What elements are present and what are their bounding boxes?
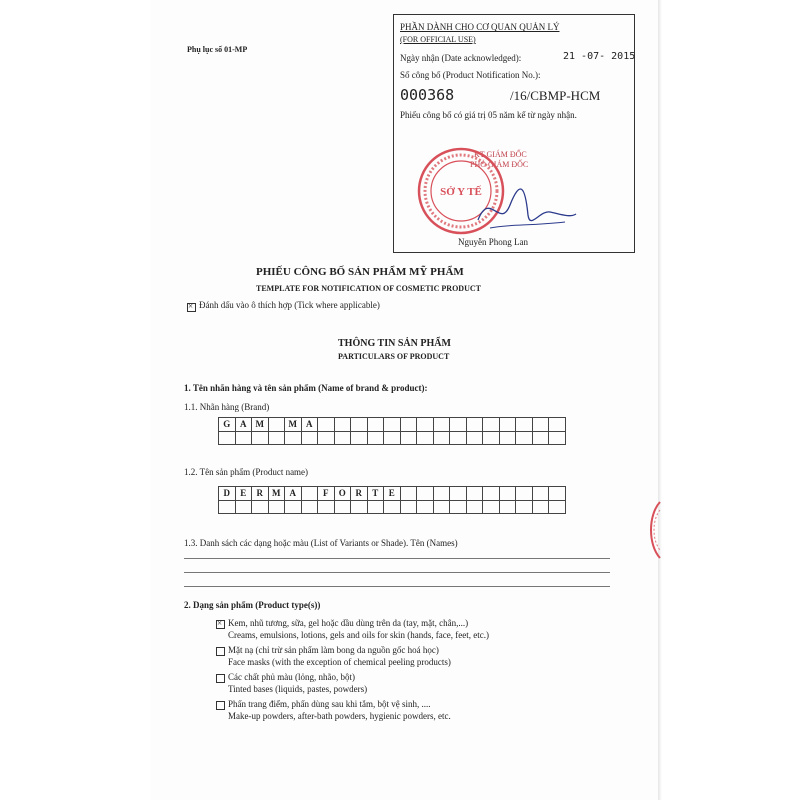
- grid-cell: [466, 418, 483, 432]
- grid-cell: E: [384, 487, 401, 501]
- grid-cell: [235, 431, 252, 445]
- grid-cell: [499, 487, 516, 501]
- particulars-title-en: PARTICULARS OF PRODUCT: [338, 352, 450, 361]
- grid-cell: [400, 487, 417, 501]
- grid-cell: G: [219, 418, 236, 432]
- grid-cell: [384, 500, 401, 514]
- grid-cell: [400, 431, 417, 445]
- grid-cell: [301, 500, 318, 514]
- grid-cell: [450, 500, 467, 514]
- product-name-grid: [218, 486, 566, 514]
- grid-cell: [483, 500, 500, 514]
- grid-cell: [351, 500, 368, 514]
- grid-cell: [466, 431, 483, 445]
- grid-cell: [532, 431, 549, 445]
- grid-cell: [516, 418, 533, 432]
- product-type-label-en: Face masks (with the exception of chemical peeling products): [228, 657, 451, 667]
- grid-cell: [334, 418, 351, 432]
- variants-line-3: [184, 586, 610, 587]
- product-type-checkbox[interactable]: [216, 701, 225, 710]
- appendix-label: Phụ lục số 01-MP: [187, 45, 248, 54]
- product-type-label-vn: Các chất phủ màu (lỏng, nhão, bột): [228, 672, 355, 682]
- grid-cell: M: [285, 418, 302, 432]
- variants-label: 1.3. Danh sách các dạng hoặc màu (List of Variants or Shade). Tên (Names): [184, 538, 458, 548]
- grid-cell: [235, 500, 252, 514]
- grid-cell: [466, 500, 483, 514]
- grid-cell: [252, 431, 269, 445]
- signer-title-2: PHÓ GIÁM ĐỐC: [470, 160, 529, 169]
- product-type-checkbox[interactable]: [216, 647, 225, 656]
- variants-line-2: [184, 572, 610, 573]
- product-type-label-vn: Kem, nhũ tương, sữa, gel hoặc dầu dùng trên da (tay, mặt, chân,...): [228, 618, 469, 628]
- grid-cell: [268, 418, 285, 432]
- grid-cell: [450, 487, 467, 501]
- product-type-label-en: Make-up powders, after-bath powders, hygienic powders, etc.: [228, 711, 451, 721]
- official-title-vn: PHẦN DÀNH CHO CƠ QUAN QUẢN LÝ: [400, 22, 560, 32]
- product-name-label: 1.2. Tên sản phẩm (Product name): [184, 467, 309, 477]
- section2-heading: 2. Dạng sản phẩm (Product type(s)): [184, 600, 321, 610]
- grid-cell: [351, 418, 368, 432]
- grid-cell: [367, 431, 384, 445]
- page-edge: [658, 0, 662, 800]
- grid-cell: M: [252, 418, 269, 432]
- grid-cell: [268, 431, 285, 445]
- notification-number-label: Số công bố (Product Notification No.):: [400, 70, 541, 80]
- grid-cell: [400, 418, 417, 432]
- product-type-label-vn: Mặt nạ (chỉ trừ sản phẩm làm bong da nguồn gốc hoá học): [228, 645, 439, 655]
- signer-name: Nguyễn Phong Lan: [458, 237, 528, 247]
- grid-cell: [334, 500, 351, 514]
- form-title: PHIẾU CÔNG BỐ SẢN PHẨM MỸ PHẨM: [256, 266, 464, 278]
- grid-cell: [433, 431, 450, 445]
- grid-cell: [433, 418, 450, 432]
- grid-cell: R: [351, 487, 368, 501]
- stamp-text: SỞ Y TẾ: [440, 186, 482, 198]
- form-title-en: TEMPLATE FOR NOTIFICATION OF COSMETIC PRODUCT: [256, 284, 481, 293]
- grid-cell: M: [268, 487, 285, 501]
- page-edge-stamp-icon: [646, 500, 662, 560]
- grid-cell: [549, 431, 566, 445]
- product-type-checkbox[interactable]: [216, 620, 225, 629]
- variants-line-1: [184, 558, 610, 559]
- notification-suffix: /16/CBMP-HCM: [510, 88, 601, 103]
- grid-cell: [549, 418, 566, 432]
- grid-cell: [351, 431, 368, 445]
- product-type-label-vn: Phấn trang điểm, phấn dùng sau khi tắm, bột vệ sinh, ....: [228, 699, 431, 709]
- grid-cell: [384, 418, 401, 432]
- grid-cell: [219, 431, 236, 445]
- grid-cell: [384, 431, 401, 445]
- grid-cell: [516, 431, 533, 445]
- grid-cell: [417, 418, 434, 432]
- signer-title-1: KT GIÁM ĐỐC: [474, 150, 527, 159]
- grid-cell: [400, 500, 417, 514]
- grid-cell: D: [219, 487, 236, 501]
- grid-cell: [516, 500, 533, 514]
- grid-cell: [499, 418, 516, 432]
- grid-cell: [252, 500, 269, 514]
- grid-cell: O: [334, 487, 351, 501]
- grid-cell: [318, 431, 335, 445]
- grid-cell: A: [301, 418, 318, 432]
- particulars-title: THÔNG TIN SẢN PHẨM: [338, 338, 451, 349]
- grid-cell: [417, 500, 434, 514]
- grid-cell: [433, 500, 450, 514]
- grid-cell: [301, 487, 318, 501]
- grid-cell: [301, 431, 318, 445]
- grid-cell: [334, 431, 351, 445]
- grid-cell: T: [367, 487, 384, 501]
- grid-cell: [549, 487, 566, 501]
- grid-cell: [466, 487, 483, 501]
- grid-cell: [285, 500, 302, 514]
- grid-cell: [433, 487, 450, 501]
- grid-cell: [417, 431, 434, 445]
- grid-cell: [450, 431, 467, 445]
- grid-cell: [499, 500, 516, 514]
- tick-example-checkbox: [187, 303, 196, 312]
- grid-cell: [549, 500, 566, 514]
- grid-cell: [318, 500, 335, 514]
- validity-note: Phiếu công bố có giá trị 05 năm kể từ ngày nhận.: [400, 110, 577, 120]
- grid-cell: [532, 500, 549, 514]
- grid-cell: [367, 500, 384, 514]
- signature-icon: [470, 180, 580, 240]
- grid-cell: [268, 500, 285, 514]
- grid-cell: [483, 431, 500, 445]
- date-acknowledged-label: Ngày nhận (Date acknowledged):: [400, 53, 522, 63]
- tick-instruction: Đánh dấu vào ô thích hợp (Tick where applicable): [199, 300, 380, 310]
- grid-cell: [285, 431, 302, 445]
- official-title-en: (FOR OFFICIAL USE): [400, 35, 476, 44]
- grid-cell: [516, 487, 533, 501]
- section1-heading: 1. Tên nhãn hàng và tên sản phẩm (Name of brand & product):: [184, 383, 428, 393]
- grid-cell: [450, 418, 467, 432]
- brand-grid: [218, 417, 566, 445]
- notification-number: 000368: [400, 86, 455, 104]
- grid-cell: A: [235, 418, 252, 432]
- grid-cell: A: [285, 487, 302, 501]
- grid-cell: F: [318, 487, 335, 501]
- brand-label: 1.1. Nhãn hàng (Brand): [184, 402, 270, 412]
- grid-cell: [367, 418, 384, 432]
- grid-cell: R: [252, 487, 269, 501]
- product-type-checkbox[interactable]: [216, 674, 225, 683]
- grid-cell: [499, 431, 516, 445]
- grid-cell: [417, 487, 434, 501]
- grid-cell: [483, 487, 500, 501]
- product-type-label-en: Tinted bases (liquids, pastes, powders): [228, 684, 368, 694]
- product-type-label-en: Creams, emulsions, lotions, gels and oils for skin (hands, face, feet, etc.): [228, 630, 489, 640]
- date-acknowledged-value: 21 -07- 2015: [563, 51, 636, 62]
- grid-cell: E: [235, 487, 252, 501]
- grid-cell: [318, 418, 335, 432]
- grid-cell: [219, 500, 236, 514]
- grid-cell: [532, 418, 549, 432]
- grid-cell: [532, 487, 549, 501]
- grid-cell: [483, 418, 500, 432]
